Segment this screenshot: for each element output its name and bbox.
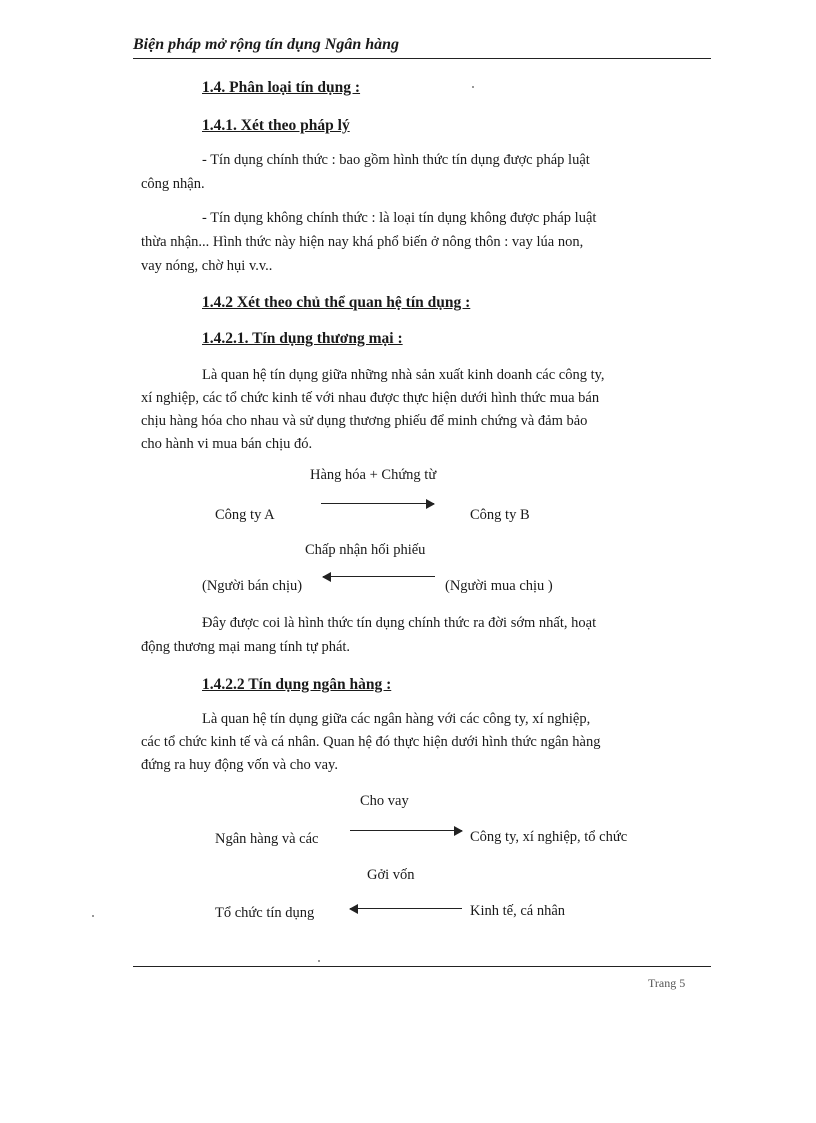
paragraph-line: - Tín dụng chính thức : bao gồm hình thức tín dụng được pháp luật — [202, 152, 590, 168]
arrow-right-goods — [321, 499, 434, 509]
paragraph-line: các tổ chức kinh tế và cá nhân. Quan hệ đó thực hiện dưới hình thức ngân hàng — [141, 734, 601, 750]
arrow-right-lending — [350, 826, 462, 836]
diagram-role-seller: (Người bán chịu) — [202, 578, 303, 594]
paragraph-line: - Tín dụng không chính thức : là loại tín dụng không được pháp luật — [202, 210, 597, 226]
diagram-entity-company-b: Công ty B — [470, 507, 530, 523]
paragraph-line: chịu hàng hóa cho nhau và sử dụng thương phiếu để minh chứng và đảm bảo — [141, 413, 588, 429]
diagram-label-accept-bill: Chấp nhận hối phiếu — [305, 542, 426, 558]
heading-1-4-2-1: 1.4.2.1. Tín dụng thương mại : — [202, 330, 403, 347]
diagram-entity-company-a: Công ty A — [215, 507, 275, 523]
scan-speck — [92, 915, 94, 917]
heading-1-4-2-2: 1.4.2.2 Tín dụng ngân hàng : — [202, 676, 392, 693]
arrow-left-bill — [323, 572, 435, 582]
heading-1-4-1: 1.4.1. Xét theo pháp lý — [202, 117, 350, 134]
paragraph-line: Là quan hệ tín dụng giữa các ngân hàng với các công ty, xí nghiệp, — [202, 711, 591, 727]
header-rule — [133, 58, 711, 59]
paragraph-line: động thương mại mang tính tự phát. — [141, 639, 351, 655]
arrow-left-deposit — [350, 904, 462, 914]
paragraph-line: xí nghiệp, các tổ chức kinh tế với nhau được thực hiện dưới hình thức mua bán — [141, 390, 600, 406]
diagram-entity-credit-institution: Tổ chức tín dụng — [215, 905, 315, 921]
paragraph-line: công nhận. — [141, 176, 205, 192]
heading-1-4: 1.4. Phân loại tín dụng : — [202, 79, 361, 96]
diagram-label-deposit: Gởi vốn — [367, 867, 415, 883]
paragraph-line: Là quan hệ tín dụng giữa những nhà sản xuất kinh doanh các công ty, — [202, 367, 605, 383]
scan-speck — [318, 960, 320, 962]
paragraph-line: thừa nhận... Hình thức này hiện nay khá phổ biến ở nông thôn : vay lúa non, — [141, 234, 584, 250]
diagram-entity-individuals: Kinh tế, cá nhân — [470, 903, 566, 919]
diagram-entity-companies: Công ty, xí nghiệp, tổ chức — [470, 829, 628, 845]
heading-1-4-2: 1.4.2 Xét theo chủ thể quan hệ tín dụng : — [202, 294, 471, 311]
footer-rule — [133, 966, 711, 967]
diagram-role-buyer: (Người mua chịu ) — [445, 578, 553, 594]
diagram-entity-bank: Ngân hàng và các — [215, 831, 319, 847]
running-header-title: Biện pháp mở rộng tín dụng Ngân hàng — [133, 36, 400, 53]
page-number: Trang 5 — [648, 976, 686, 990]
diagram-label-lending: Cho vay — [360, 793, 409, 809]
paragraph-line: vay nóng, chờ hụi v.v.. — [141, 258, 273, 274]
paragraph-line: Đây được coi là hình thức tín dụng chính thức ra đời sớm nhất, hoạt — [202, 615, 597, 631]
diagram-label-goods-documents: Hàng hóa + Chứng từ — [310, 467, 437, 483]
paragraph-line: đứng ra huy động vốn và cho vay. — [141, 757, 338, 773]
scan-speck — [472, 86, 474, 88]
paragraph-line: cho hành vi mua bán chịu đó. — [141, 436, 313, 452]
